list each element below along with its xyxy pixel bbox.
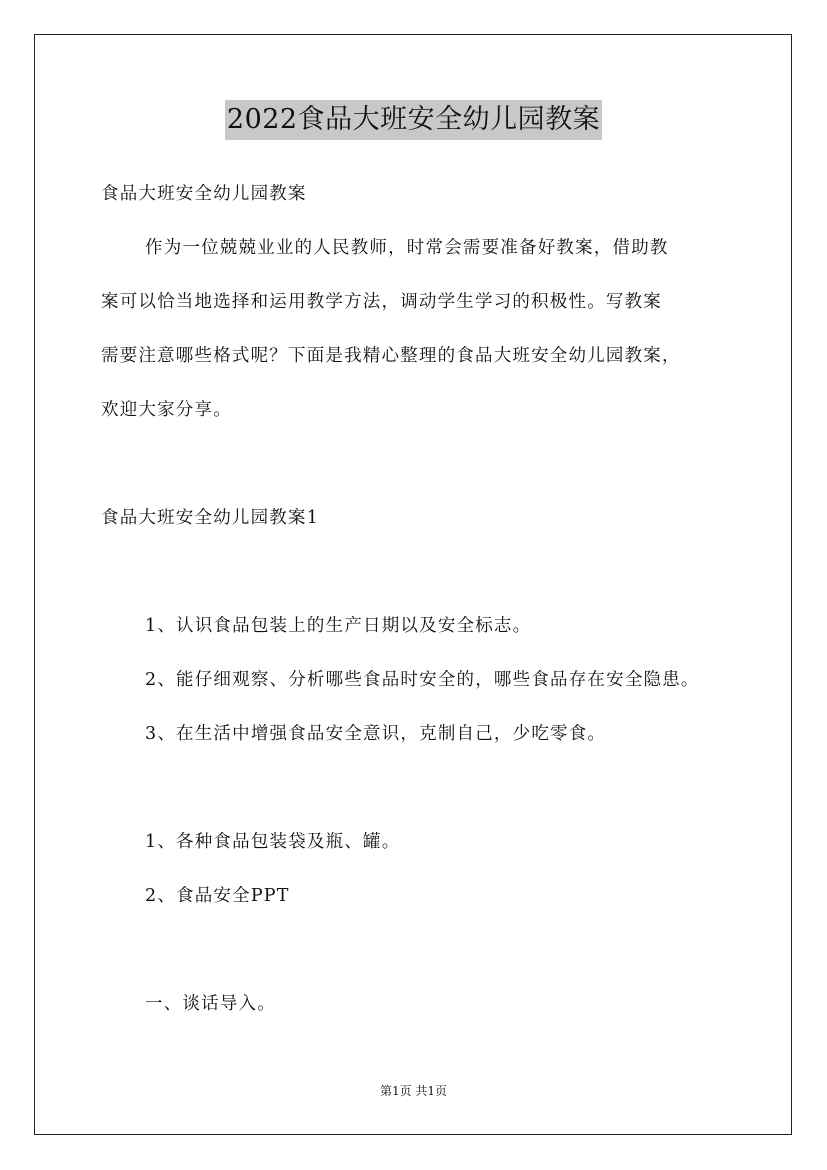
- intro-line-4: 欢迎大家分享。: [101, 400, 232, 420]
- material-item-2: 2、食品安全PPT: [145, 886, 290, 906]
- title-container: [0, 100, 827, 140]
- document-subtitle: 食品大班安全幼儿园教案: [101, 184, 307, 204]
- goal-item-3: 3、在生活中增强食品安全意识，克制自己，少吃零食。: [145, 724, 607, 744]
- intro-line-3: 需要注意哪些格式呢？下面是我精心整理的食品大班安全幼儿园教案，: [101, 346, 681, 366]
- goal-item-1: 1、认识食品包装上的生产日期以及安全标志。: [145, 616, 532, 636]
- intro-line-2: 案可以恰当地选择和运用教学方法，调动学生学习的积极性。写教案: [101, 292, 662, 312]
- page-footer: 第1页 共1页: [379, 1084, 448, 1098]
- process-heading: 一、谈话导入。: [145, 994, 276, 1014]
- document-title: 2022食品大班安全幼儿园教案: [225, 100, 602, 140]
- section-heading: 食品大班安全幼儿园教案1: [101, 508, 320, 528]
- material-item-1: 1、各种食品包装袋及瓶、罐。: [145, 832, 401, 852]
- goal-item-2: 2、能仔细观察、分析哪些食品时安全的，哪些食品存在安全隐患。: [145, 670, 700, 690]
- intro-line-1: 作为一位兢兢业业的人民教师，时常会需要准备好教案，借助教: [145, 238, 669, 258]
